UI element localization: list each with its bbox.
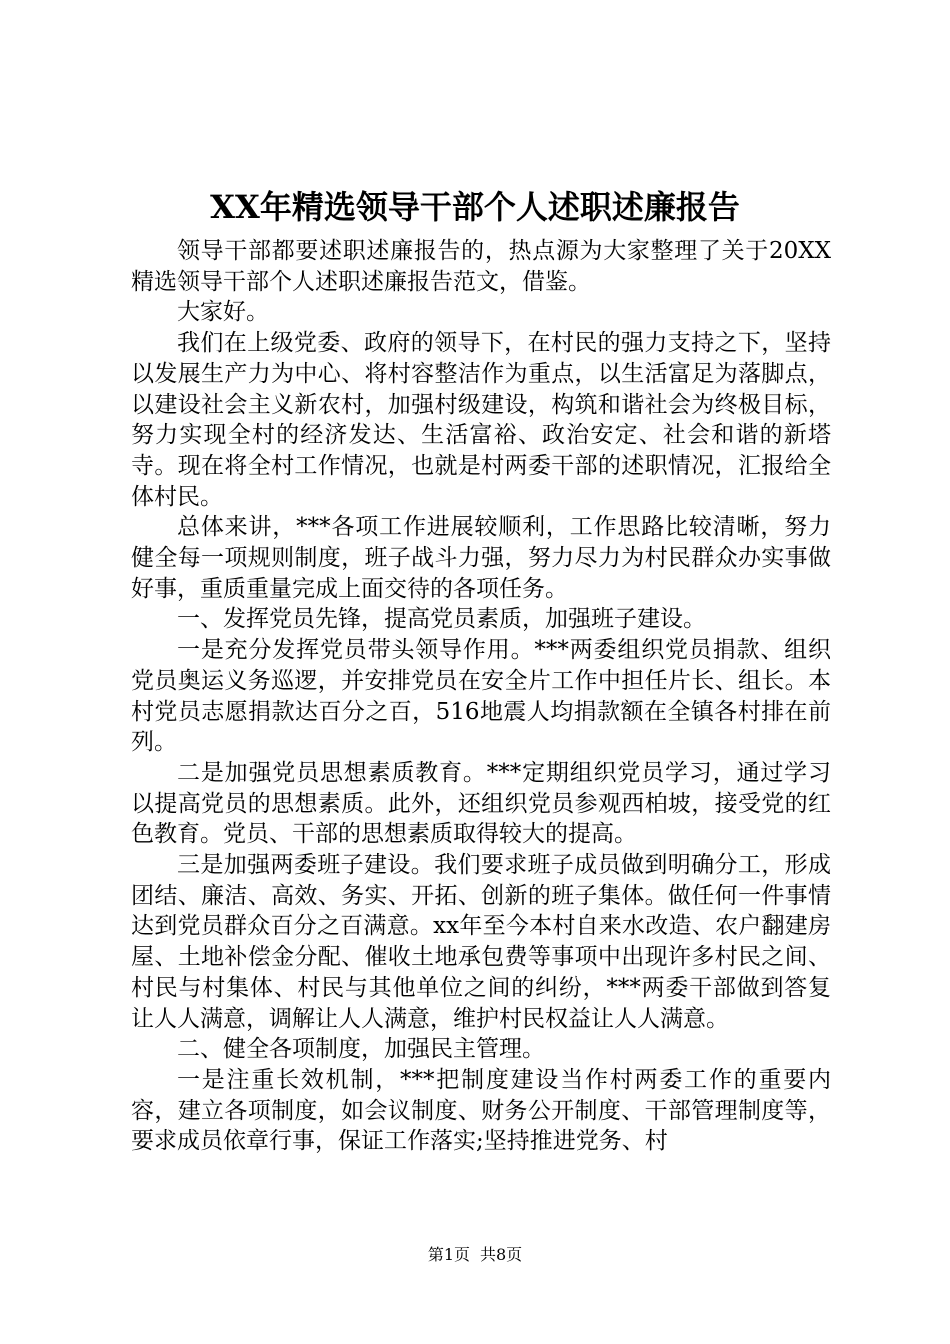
document-body bbox=[131, 236, 831, 1157]
page-number: 第1页 bbox=[427, 1245, 470, 1264]
paragraph-point-4: 一是注重长效机制，***把制度建设当作村两委工作的重要内容，建立各项制度，如会议制度、财务公开制度、干部管理制度等，要求成员依章行事，保证工作落实;坚持推进党务、村 bbox=[131, 1066, 831, 1155]
paragraph-point-2: 二是加强党员思想素质教育。***定期组织党员学习，通过学习以提高党员的思想素质。此外，还组织党员参观西柏坡，接受党的红色教育。党员、干部的思想素质取得较大的提高。 bbox=[131, 759, 831, 848]
paragraph-overview: 我们在上级党委、政府的领导下，在村民的强力支持之下，坚持以发展生产力为中心、将村容整洁作为重点，以生活富足为落脚点，以建设社会主义新农村，加强村级建设，构筑和谐社会为终极目标，努力实现全村的经济发达、生活富裕、政治安定、社会和谐的新塔寺。现在将全村工作情况，也就是村两委干部的述职情况，汇报给全体村民。 bbox=[131, 330, 831, 510]
paragraph-intro: 领导干部都要述职述廉报告的，热点源为大家整理了关于20XX精选领导干部个人述职述廉报告范文，借鉴。 bbox=[131, 238, 831, 295]
paragraph-point-1: 一是充分发挥党员带头领导作用。***两委组织党员捐款、组织党员奥运义务巡逻，并安排党员在安全片工作中担任片长、组长。本村党员志愿捐款达百分之百，516地震人均捐款额在全镇各村排在前列。 bbox=[131, 637, 831, 756]
section-heading-2: 二、健全各项制度，加强民主管理。 bbox=[177, 1036, 545, 1063]
paragraph-point-3: 三是加强两委班子建设。我们要求班子成员做到明确分工，形成团结、廉洁、高效、务实、开拓、创新的班子集体。做任何一件事情达到党员群众百分之百满意。xx年至今本村自来水改造、农户翻建房屋、土地补偿金分配、催收土地承包费等事项中出现许多村民之间、村民与村集体、村民与其他单位之间的纠纷，***两委干部做到答复让人人满意，调解让人人满意，维护村民权益让人人满意。 bbox=[131, 852, 831, 1032]
page-footer bbox=[0, 1245, 950, 1265]
paragraph-greeting: 大家好。 bbox=[177, 299, 269, 326]
section-heading-1: 一、发挥党员先锋，提高党员素质，加强班子建设。 bbox=[177, 606, 706, 633]
page-total: 共8页 bbox=[480, 1245, 523, 1264]
document-title: XX年精选领导干部个人述职述廉报告 bbox=[210, 188, 740, 226]
paragraph-summary: 总体来讲，***各项工作进展较顺利，工作思路比较清晰，努力健全每一项规则制度，班子战斗力强，努力尽力为村民群众办实事做好事，重质重量完成上面交待的各项任务。 bbox=[131, 514, 831, 602]
